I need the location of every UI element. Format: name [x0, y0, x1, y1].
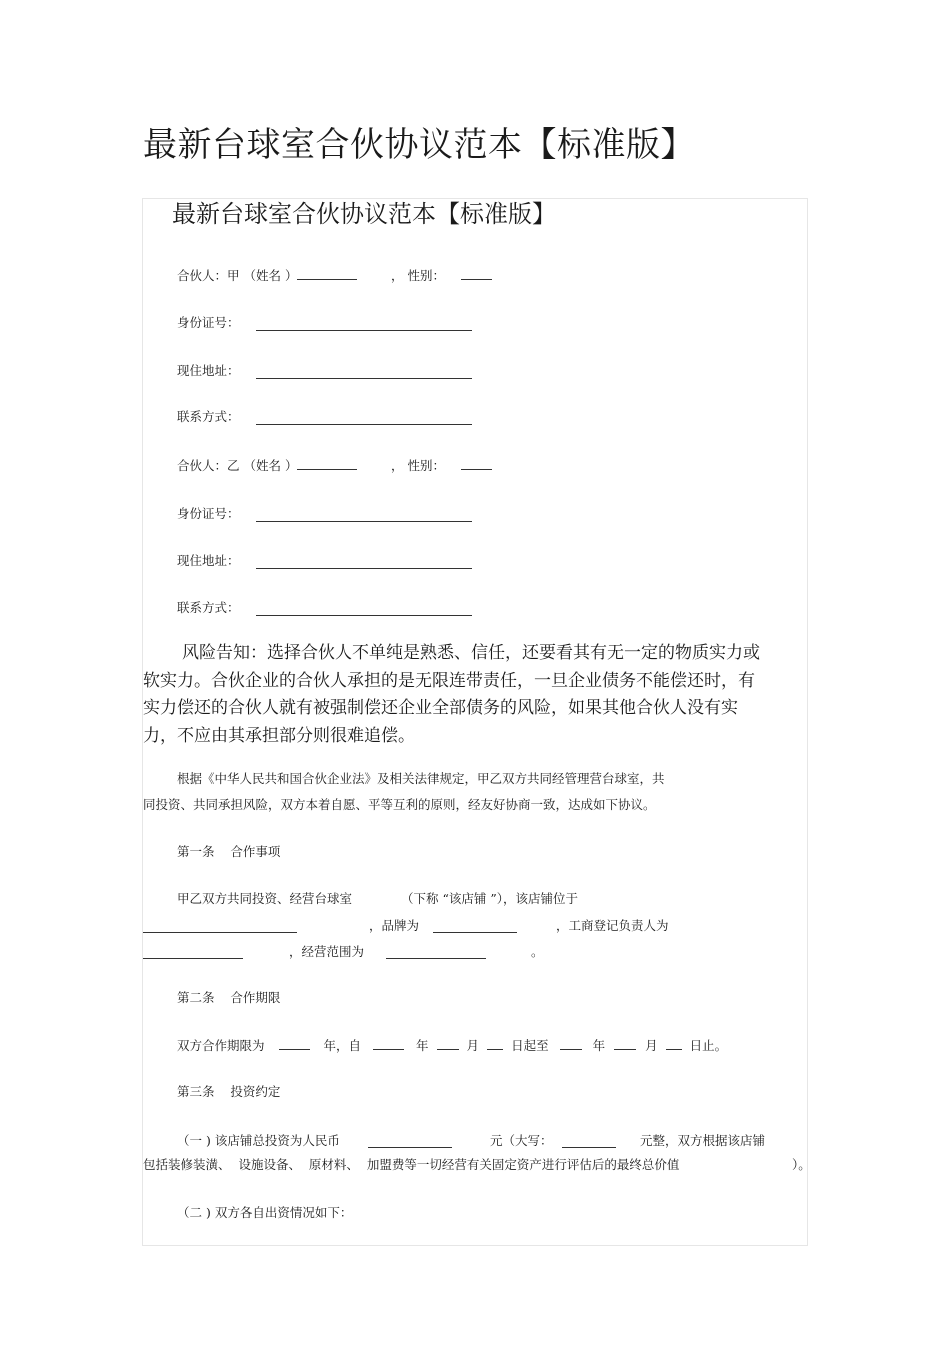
article-3-line-2a: 包括装修装潢、 设施设备、 原材料、 加盟费等一切经营有关固定资产进行评估后的最终总价值: [143, 1157, 680, 1172]
party-a-partner-line: [177, 267, 357, 285]
party-b-address-line: [177, 552, 240, 570]
term-text-6: 年: [592, 1038, 606, 1053]
party-a-partner-label: 合伙人：甲 （姓名 ）: [177, 268, 298, 283]
intro-line-2: 同投资、共同承担风险，双方本着自愿、平等互利的原则，经友好协商一致，达成如下协议。: [143, 797, 656, 812]
page-title: 最新台球室合伙协议范本【标准版】: [143, 125, 695, 165]
start-year-blank[interactable]: [373, 1037, 404, 1050]
party-a-name-blank[interactable]: [297, 267, 357, 280]
article-1-line-3b: 。: [531, 944, 544, 959]
article-3-heading: 第三条 投资约定: [177, 1084, 281, 1099]
term-text-4: 月: [466, 1038, 480, 1053]
business-scope-blank[interactable]: [386, 946, 486, 959]
inner-title: 最新台球室合伙协议范本【标准版】: [172, 200, 556, 228]
start-day-blank[interactable]: [487, 1037, 503, 1050]
article-1-line-2a: ，品牌为: [369, 918, 420, 933]
shop-location-blank[interactable]: [143, 920, 297, 933]
end-month-blank[interactable]: [614, 1037, 636, 1050]
party-a-gender-line: [391, 267, 492, 285]
term-text-1: 双方合作期限为: [177, 1038, 265, 1053]
party-b-id-blank[interactable]: [256, 509, 472, 522]
risk-notice: 风险告知：选择合伙人不单纯是熟悉、信任，还要看其有无一定的物质实力或软实力。合伙企业的合伙人承担的是无限连带责任，一旦企业债务不能偿还时，有实力偿还的合伙人就有被强制偿还企业全部债务的风险，如果其他合伙人没有实力，不应由其承担部分则很难追偿。: [143, 643, 760, 746]
article-3-line-1c: 元整，双方根据该店铺: [640, 1133, 766, 1148]
article-1-line-1a: 甲乙双方共同投资、经营台球室: [177, 891, 353, 906]
party-b-contact-line: [177, 599, 240, 617]
article-1-line-3a: ，经营范围为: [289, 944, 365, 959]
party-a-address-label: 现住地址：: [177, 363, 240, 378]
party-a-address-line: [177, 362, 240, 380]
intro-line-1: 根据《中华人民共和国合伙企业法》及相关法律规定，甲乙双方共同经管理营台球室，共: [177, 771, 665, 786]
term-text-5: 日起至: [511, 1038, 549, 1053]
party-b-contact-blank[interactable]: [256, 603, 472, 616]
party-b-partner-line: [177, 457, 357, 475]
party-b-partner-label: 合伙人：乙 （姓名 ）: [177, 458, 298, 473]
party-b-gender-blank[interactable]: [461, 457, 492, 470]
party-a-gender-label: ， 性别：: [391, 268, 445, 283]
term-text-7: 月: [645, 1038, 658, 1053]
party-a-contact-line: [177, 408, 240, 426]
party-b-gender-line: [391, 457, 492, 475]
article-3-line-3: （二 ) 双方各自出资情况如下：: [177, 1205, 353, 1220]
end-year-blank[interactable]: [560, 1037, 582, 1050]
term-text-3: 年: [416, 1038, 429, 1053]
brand-blank[interactable]: [433, 920, 517, 933]
article-2-term-line: [177, 1037, 727, 1055]
party-b-id-label: 身份证号：: [177, 506, 240, 521]
end-day-blank[interactable]: [666, 1037, 682, 1050]
article-3-line-1a: （一 ) 该店铺总投资为人民币: [177, 1133, 340, 1148]
party-a-contact-blank[interactable]: [256, 412, 472, 425]
registrant-blank[interactable]: [143, 946, 243, 959]
term-text-8: 日止。: [689, 1038, 728, 1053]
article-1-line-1b: （下称 “该店铺 ”），该店铺位于: [401, 891, 578, 906]
party-a-contact-label: 联系方式：: [177, 409, 240, 424]
total-investment-blank[interactable]: [368, 1135, 452, 1148]
party-b-address-blank[interactable]: [256, 556, 472, 569]
article-3-line-2b: ）。: [792, 1157, 811, 1172]
party-b-contact-label: 联系方式：: [177, 600, 240, 615]
party-a-id-line: [177, 314, 240, 332]
party-b-id-line: [177, 505, 240, 523]
term-text-2: 年，自: [323, 1038, 362, 1053]
party-b-gender-label: ， 性别：: [391, 458, 445, 473]
party-a-id-blank[interactable]: [256, 318, 472, 331]
party-a-gender-blank[interactable]: [461, 267, 492, 280]
party-b-address-label: 现住地址：: [177, 553, 240, 568]
term-years-blank[interactable]: [279, 1037, 310, 1050]
article-3-line-1b: 元（大写：: [490, 1133, 553, 1148]
party-a-id-label: 身份证号：: [177, 315, 240, 330]
article-1-line-2b: ，工商登记负责人为: [556, 918, 669, 933]
party-b-name-blank[interactable]: [297, 457, 357, 470]
party-a-address-blank[interactable]: [256, 366, 472, 379]
investment-uppercase-blank[interactable]: [562, 1135, 616, 1148]
article-2-heading: 第二条 合作期限: [177, 990, 281, 1005]
start-month-blank[interactable]: [437, 1037, 459, 1050]
article-1-heading: 第一条 合作事项: [177, 844, 281, 859]
